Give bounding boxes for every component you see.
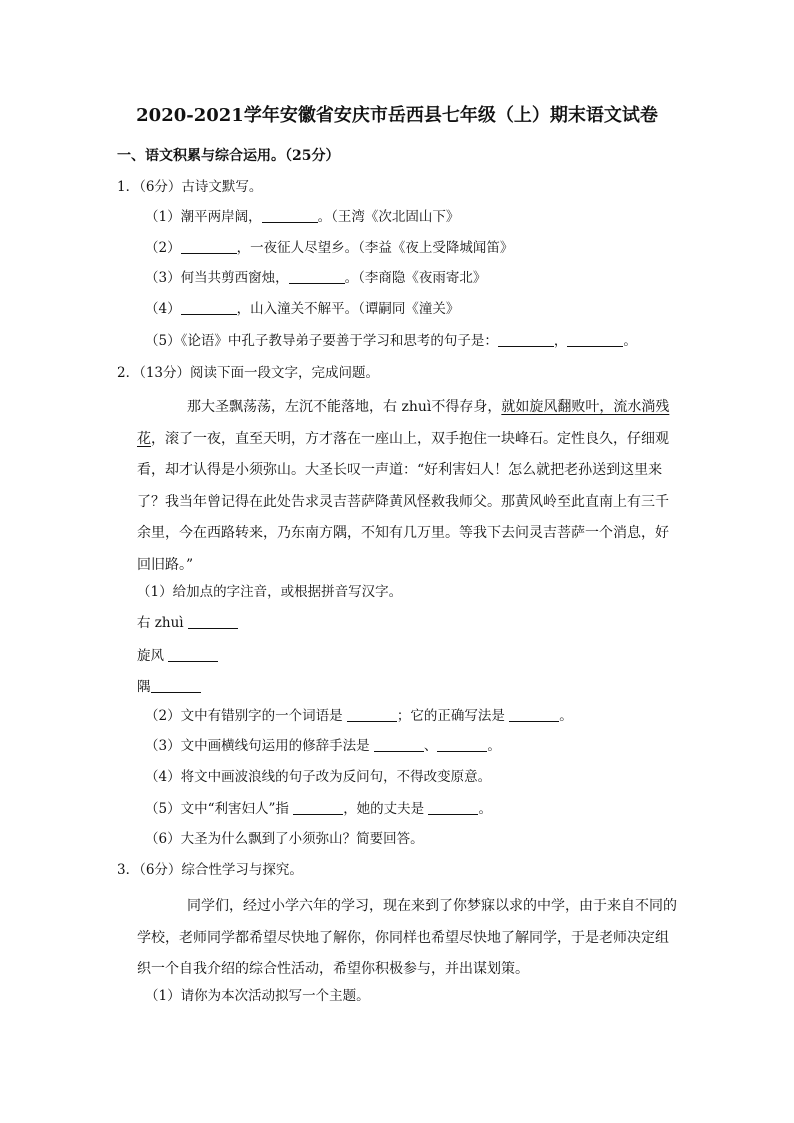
q3-passage: 同学们，经过小学六年的学习，现在来到了你梦寐以求的中学，由于来自不同的学校，老师同学都希望尽快地了解你，你同样也希望尽快地了解同学，于是老师决定组织一个自我介绍的综合性活动，希望你积极参与，并出谋划策。 xyxy=(137,898,677,977)
answer-blank[interactable] xyxy=(181,239,237,254)
underlined-sentence: 就如旋风翻败叶，流水淌残花 xyxy=(137,399,670,447)
answer-blank[interactable] xyxy=(188,614,238,629)
answer-blank[interactable] xyxy=(498,332,554,347)
question-1-heading: 1．（6分）古诗文默写。 xyxy=(117,179,263,195)
q2-sub-4: （4）将文中画波浪线的句子改为反问句，不得改变原意。 xyxy=(145,769,492,785)
q1-item-2: （2） ，一夜征人尽望乡。（李益《夜上受降城闻笛》 xyxy=(145,240,514,256)
q2-word-2: 旋风 xyxy=(137,646,218,666)
q1-item-1: （1）潮平两岸阔， 。（王湾《次北固山下》 xyxy=(145,209,460,225)
q2-word-3: 隅 xyxy=(137,677,201,697)
q2-sub-5: （5）文中“利害妇人”指 ，她的丈夫是 。 xyxy=(145,801,492,817)
section-heading: 一、语文积累与综合运用。（25分） xyxy=(117,148,340,164)
answer-blank[interactable] xyxy=(428,800,478,815)
question-2-heading: 2．（13分）阅读下面一段文字，完成问题。 xyxy=(117,365,380,381)
answer-blank[interactable] xyxy=(374,737,424,752)
answer-blank[interactable] xyxy=(151,678,201,693)
q2-sub-3: （3）文中画横线句运用的修辞手法是 、 。 xyxy=(145,738,501,754)
answer-blank[interactable] xyxy=(289,269,345,284)
q1-item-4: （4） ，山入潼关不解平。（谭嗣同《潼关》 xyxy=(145,301,460,317)
q2-sub-1: （1）给加点的字注音，或根据拼音写汉字。 xyxy=(137,584,403,600)
q2-sub-2: （2）文中有错别字的一个词语是 ；它的正确写法是 。 xyxy=(145,708,573,724)
q3-sub-1: （1）请你为本次活动拟写一个主题。 xyxy=(145,988,370,1004)
answer-blank[interactable] xyxy=(168,647,218,662)
page-title: 2020-2021学年安徽省安庆市岳西县七年级（上）期末语文试卷 xyxy=(136,105,658,126)
answer-blank[interactable] xyxy=(293,800,343,815)
q1-item-3: （3）何当共剪西窗烛， 。（李商隐《夜雨寄北》 xyxy=(145,270,487,286)
q2-passage: 那大圣飘荡荡，左沉不能落地，右 zhuì不得存身，就如旋风翻败叶，流水淌残花，滚了一夜，直至天明，方才落在一座山上，双手抱住一块峰石。定性良久，仔细观看，却才认得是小须弥山。大圣长叹一声道：“好利害妇人！怎么就把老孙送到这里来了？我当年曾记得在此处告求灵吉菩萨降黄风怪救我师父。那黄风岭至此直南上有三千余里，今在西路转来，乃东南方隅，不知有几万里。等我下去问灵吉菩萨一个消息，好回旧路。” xyxy=(137,399,670,573)
question-3-heading: 3．（6分）综合性学习与探究。 xyxy=(117,862,303,878)
answer-blank[interactable] xyxy=(567,332,623,347)
answer-blank[interactable] xyxy=(437,737,487,752)
answer-blank[interactable] xyxy=(509,707,559,722)
q2-sub-6: （6）大圣为什么飘到了小须弥山？简要回答。 xyxy=(145,831,424,847)
q1-item-5: （5）《论语》中孔子教导弟子要善于学习和思考的句子是： ， 。 xyxy=(145,333,637,349)
answer-blank[interactable] xyxy=(181,300,237,315)
answer-blank[interactable] xyxy=(347,707,397,722)
answer-blank[interactable] xyxy=(262,208,318,223)
q2-word-1: 右 zhuì xyxy=(137,613,238,633)
